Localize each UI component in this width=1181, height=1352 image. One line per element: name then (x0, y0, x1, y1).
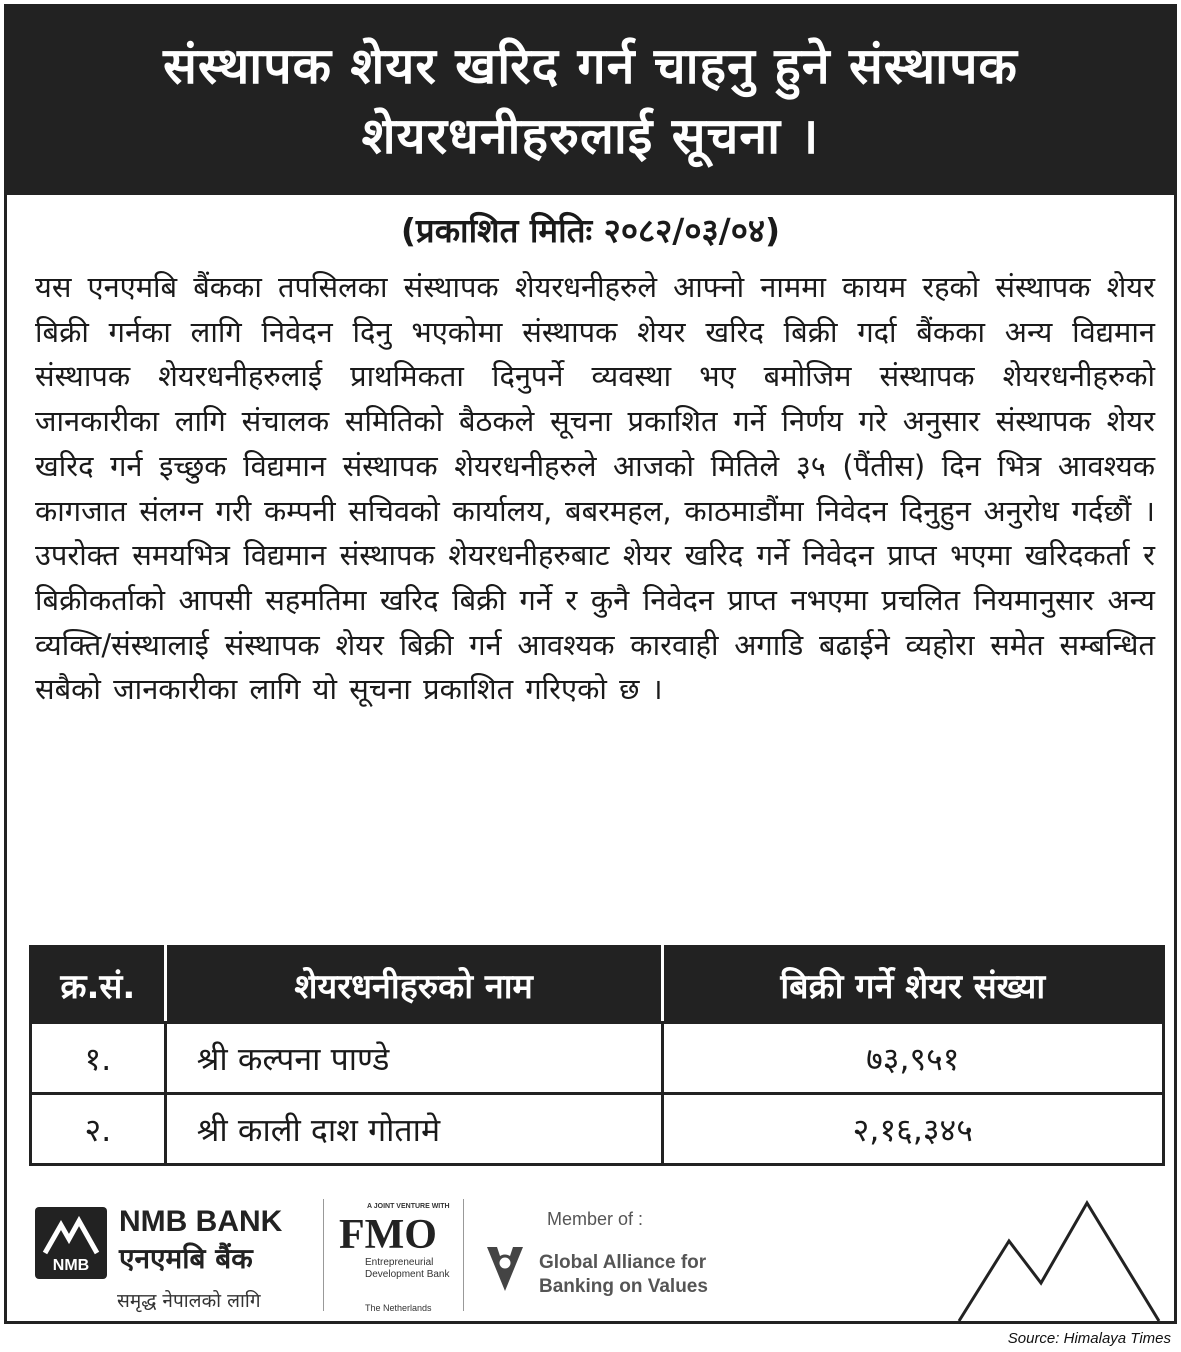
row-name: श्री काली दाश गोतामे (165, 1094, 662, 1165)
nmb-logo-abbr: NMB (52, 1257, 90, 1274)
row-sn: १. (31, 1023, 166, 1094)
footer (7, 1179, 1174, 1324)
col-header-sn: क्र.सं. (31, 947, 166, 1023)
col-header-name: शेयरधनीहरुको नाम (165, 947, 662, 1023)
gabv-icon (481, 1241, 529, 1297)
nmb-tagline: समृद्ध नेपालको लागि (117, 1290, 261, 1312)
notice-title-line-2: शेयरधनीहरुलाई सूचना । (361, 107, 820, 165)
divider (463, 1199, 464, 1311)
table-row (31, 1023, 1164, 1094)
row-shares: ७३,९५१ (662, 1023, 1164, 1094)
notice-header (7, 7, 1174, 195)
gabv-name: Global Alliance for Banking on Values (539, 1252, 708, 1297)
notice-frame (4, 4, 1177, 1324)
mountain-outline-icon (955, 1197, 1165, 1323)
fmo-country: The Netherlands (365, 1303, 432, 1313)
table-header-row (31, 947, 1164, 1023)
member-of-label: Member of : (547, 1209, 644, 1229)
row-shares: २,१६,३४५ (662, 1094, 1164, 1165)
table-row (31, 1094, 1164, 1165)
shareholder-table (29, 945, 1165, 1166)
nmb-logo (35, 1207, 107, 1279)
row-sn: २. (31, 1094, 166, 1165)
divider (323, 1199, 324, 1311)
col-header-shares: बिक्री गर्ने शेयर संख्या (662, 947, 1164, 1023)
notice-body: यस एनएमबि बैंकका तपसिलका संस्थापक शेयरधनीहरुले आफ्नो नाममा कायम रहको संस्थापक शेयर बिक्री गर्नका लागि निवेदन दिनु भएकोमा संस्थापक शेयर खरिद बिक्री गर्दा बैंकका अन्य विद्यमान संस्थापक शेयरधनीहरुलाई प्राथमिकता दिनुपर्ने व्यवस्था भए बमोजिम संस्थापक शेयरधनीहरुको जानकारीका लागि संचालक समितिको बैठकले सूचना प्रकाशित गर्ने निर्णय गरे अनुसार संस्थापक शेयर खरिद गर्न इच्छुक विद्यमान संस्थापक शेयरधनीहरुले आजको मितिले ३५ (पैंतीस) दिन भित्र आवश्यक कागजात संलग्न गरी कम्पनी सचिवको कार्यालय, बबरमहल, काठमाडौंमा निवेदन दिनुहुन अनुरोध गर्दछौं । उपरोक्त समयभित्र विद्यमान संस्थापक शेयरधनीहरुबाट शेयर खरिद गर्ने निवेदन प्राप्त भएमा खरिदकर्ता र बिक्रीकर्ताको आपसी सहमतिमा खरिद बिक्री गर्ने र कुनै निवेदन प्राप्त नभएमा प्रचलित नियमानुसार अन्य व्यक्ति/संस्थालाई संस्थापक शेयर बिक्री गर्न आवश्यक कारवाही अगाडि बढाईने व्यहोरा समेत सम्बन्धित सबैको जानकारीका लागि यो सूचना प्रकाशित गरिएको छ । (35, 270, 1155, 707)
row-name: श्री कल्पना पाण्डे (165, 1023, 662, 1094)
published-date: (प्रकाशित मितिः २०८२/०३/०४) (400, 211, 781, 250)
nmb-bank-name-nepali: एनएमबि बैंक (119, 1242, 253, 1275)
fmo-logo: FMO (339, 1212, 437, 1258)
source-credit: Source: Himalaya Times (1007, 1330, 1171, 1347)
nmb-bank-name: NMB BANK (119, 1205, 283, 1238)
fmo-joint-venture: A JOINT VENTURE WITH (367, 1203, 450, 1210)
notice-title-line-1: संस्थापक शेयर खरिद गर्न चाहनु हुने संस्थापक (163, 37, 1018, 95)
fmo-description: Entrepreneurial Development Bank (365, 1257, 450, 1280)
